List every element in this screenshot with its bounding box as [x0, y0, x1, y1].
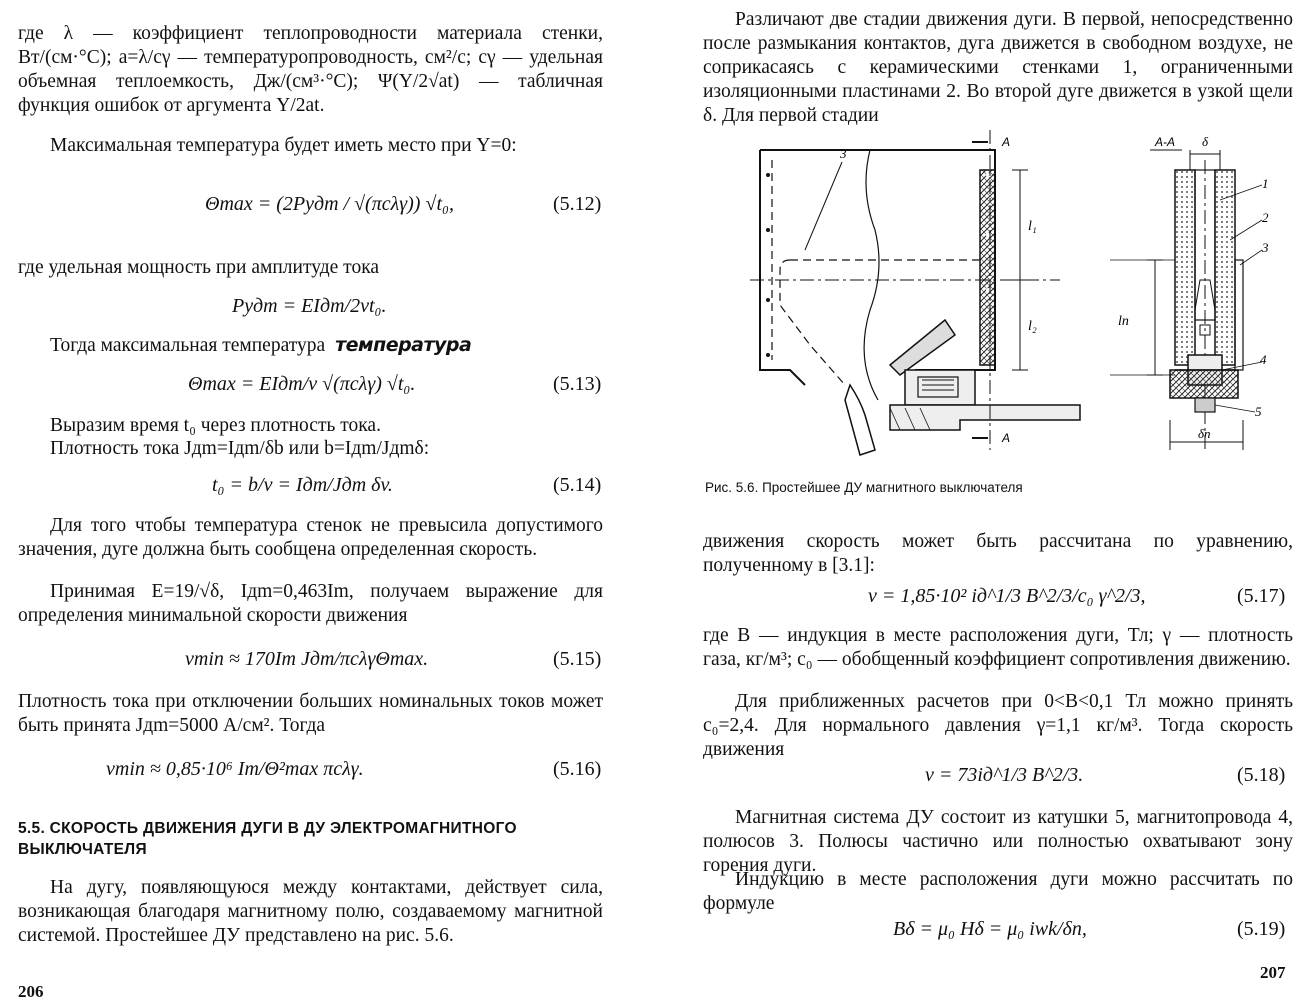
- handwritten-note: температура: [335, 334, 472, 356]
- figure-label: δп: [1198, 426, 1211, 441]
- paragraph: где удельная мощность при амплитуде тока: [18, 257, 380, 278]
- coil-assembly: [845, 320, 1080, 455]
- figure-label: l₁: [1028, 219, 1037, 234]
- figure-label: А: [1002, 135, 1011, 149]
- equation: Θmax = EIдm/v √(πcλγ) √t₀.: [188, 373, 416, 395]
- equation: vmin ≈ 170Im Jдm/πcλγΘmax.: [185, 648, 429, 670]
- figure-arc-chute-diagram: [750, 130, 1270, 460]
- side-view: [760, 150, 995, 400]
- equation-number: (5.14): [553, 474, 602, 496]
- figure-label: 5: [1255, 404, 1262, 419]
- figure-label: 3: [840, 146, 847, 161]
- paragraph: Плотность тока при отключении больших номинальных токов может быть принята Jдm=5000 А/см². Тогда: [18, 691, 603, 736]
- paragraph: движения скорость может быть рассчитана по уравнению, полученному в [3.1]:: [703, 531, 1293, 576]
- figure-label: А-А: [1155, 135, 1176, 149]
- ceramic-wall: [980, 170, 995, 365]
- figure-label: 4: [1260, 352, 1267, 367]
- paragraph: Различают две стадии движения дуги. В первой, непосредственно после размыкания контактов, дуга движется в свободном воздухе, не соприкасаясь с керамическими стенками 1, ограниченными изоляционными пластинами 2. Во второй дуге движется в узкой щели δ. Для первой стадии: [703, 9, 1293, 126]
- equation-number: (5.15): [553, 648, 602, 670]
- equation: v = 73iд^1/3 B^2/3.: [925, 764, 1084, 786]
- equation-number: (5.13): [553, 373, 602, 395]
- equation: Pудm = EIдm/2vt₀.: [232, 295, 387, 317]
- equation-number: (5.12): [553, 193, 602, 215]
- right-page: [655, 0, 1307, 1005]
- section-view-a-a: [1110, 134, 1269, 450]
- equation: v = 1,85·10² iд^1/3 B^2/3/c₀ γ^2/3,: [868, 585, 1146, 607]
- paragraph: Для приближенных расчетов при 0<B<0,1 Тл можно принять c₀=2,4. Для нормального давления γ=1,1 кг/м³. Тогда скорость движения: [703, 691, 1293, 760]
- paragraph: Максимальная температура будет иметь место при Y=0:: [50, 135, 517, 156]
- paragraph-text: Тогда максимальная температура: [50, 335, 326, 356]
- equation: vmin ≈ 0,85·10⁶ Im/Θ²max πcλγ.: [106, 758, 364, 780]
- figure-label: 2: [1262, 210, 1269, 225]
- paragraph: Магнитная система ДУ состоит из катушки 5, магнитопровода 4, полюсов 3. Полюсы частично или полностью охватывают зону горения дуги.: [703, 807, 1293, 876]
- paragraph: где λ — коэффициент теплопроводности материала стенки, Вт/(см·°С); a=λ/cγ — температуропроводность, см²/с; cγ — удельная объемная теплоемкость, Дж/(см³·°С); Ψ(Y/2√at) — табличная функция ошибок от аргумента Y/2at.: [18, 23, 603, 116]
- equation-number: (5.16): [553, 758, 602, 780]
- paragraph: Индукцию в месте расположения дуги можно рассчитать по формуле: [703, 869, 1293, 914]
- figure-label: А: [1002, 431, 1011, 445]
- equation: t₀ = b/v = Iдm/Jдm δv.: [212, 474, 393, 496]
- figure-caption: Рис. 5.6. Простейшее ДУ магнитного выключателя: [705, 480, 1023, 495]
- equation: Bδ = μ₀ Hδ = μ₀ iwk/δп,: [893, 918, 1087, 940]
- figure-label: lп: [1118, 314, 1129, 329]
- left-page: [0, 0, 640, 1005]
- figure-label: 1: [1262, 176, 1269, 191]
- page-number: 206: [18, 982, 44, 1001]
- paragraph: Принимая E=19/√δ, Iдm=0,463Im, получаем выражение для определения минимальной скорости движения: [18, 581, 603, 626]
- page-number: 207: [1260, 963, 1286, 982]
- figure-label: 3: [1262, 240, 1269, 255]
- equation-number: (5.17): [1237, 585, 1286, 607]
- paragraph: На дугу, появляющуюся между контактами, действует сила, возникающая благодаря магнитному полю, создаваемому магнитной системой. Простейшее ДУ представлено на рис. 5.6.: [18, 877, 603, 946]
- paragraph: где B — индукция в месте расположения дуги, Тл; γ — плотность газа, кг/м³; c₀ — обобщенный коэффициент сопротивления движению.: [703, 625, 1293, 670]
- paragraph: Выразим время t₀ через плотность тока.: [50, 415, 381, 436]
- equation-number: (5.18): [1237, 764, 1286, 786]
- paragraph: Для того чтобы температура стенок не превысила допустимого значения, дуге должна быть сообщена определенная скорость.: [18, 515, 603, 560]
- equation: Θmax = (2Pудm / √(πcλγ)) √t₀,: [205, 193, 454, 215]
- bolts: [766, 173, 990, 357]
- paragraph: Плотность тока Jдm=Iдm/δb или b=Iдm/Jдmδ:: [50, 438, 430, 459]
- paragraph: [18, 333, 603, 358]
- figure-label: l₂: [1028, 319, 1037, 334]
- section-heading: 5.5. СКОРОСТЬ ДВИЖЕНИЯ ДУГИ В ДУ ЭЛЕКТРОМАГНИТНОГО ВЫКЛЮЧАТЕЛЯ: [18, 820, 517, 858]
- figure-label: δ: [1202, 134, 1209, 149]
- equation-number: (5.19): [1237, 918, 1286, 940]
